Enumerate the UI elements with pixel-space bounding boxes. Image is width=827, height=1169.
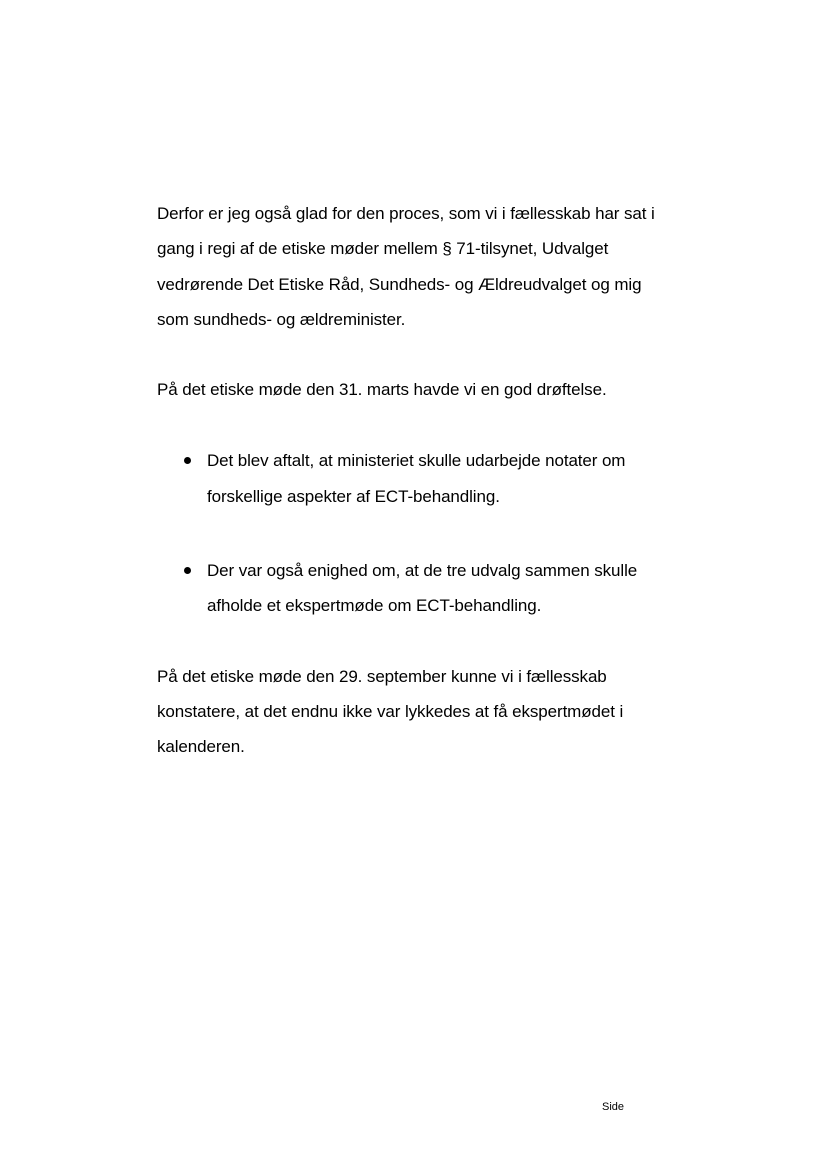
paragraph-intro: Derfor er jeg også glad for den proces, som vi i fællesskab har sat i gang i regi af de etiske møder mellem § 71-tilsynet, Udvalget vedrørende Det Etiske Råd, Sundheds- og Ældreudvalget og mig som sundheds- og ældreminister. — [157, 204, 655, 329]
bullet-text: Der var også enighed om, at de tre udvalg sammen skulle afholde et ekspertmøde om ECT-behandling. — [207, 561, 638, 616]
bullet-item-expert-meeting — [157, 553, 677, 624]
bullet-text: Det blev aftalt, at ministeriet skulle udarbejde notater om forskellige aspekter af ECT-behandling. — [207, 451, 626, 506]
bullet-item-notes — [157, 443, 677, 514]
paragraph-september-meeting: På det etiske møde den 29. september kunne vi i fællesskab konstatere, at det endnu ikke var lykkedes at få ekspertmødet i kalenderen. — [157, 666, 624, 757]
document-body — [157, 196, 677, 765]
page-footer-label: Side — [602, 1101, 625, 1113]
bullet-dot-icon — [184, 457, 191, 464]
paragraph-march-meeting: På det etiske møde den 31. marts havde vi en god drøftelse. — [157, 380, 607, 400]
bullet-list — [157, 443, 677, 623]
bullet-dot-icon — [184, 567, 191, 574]
